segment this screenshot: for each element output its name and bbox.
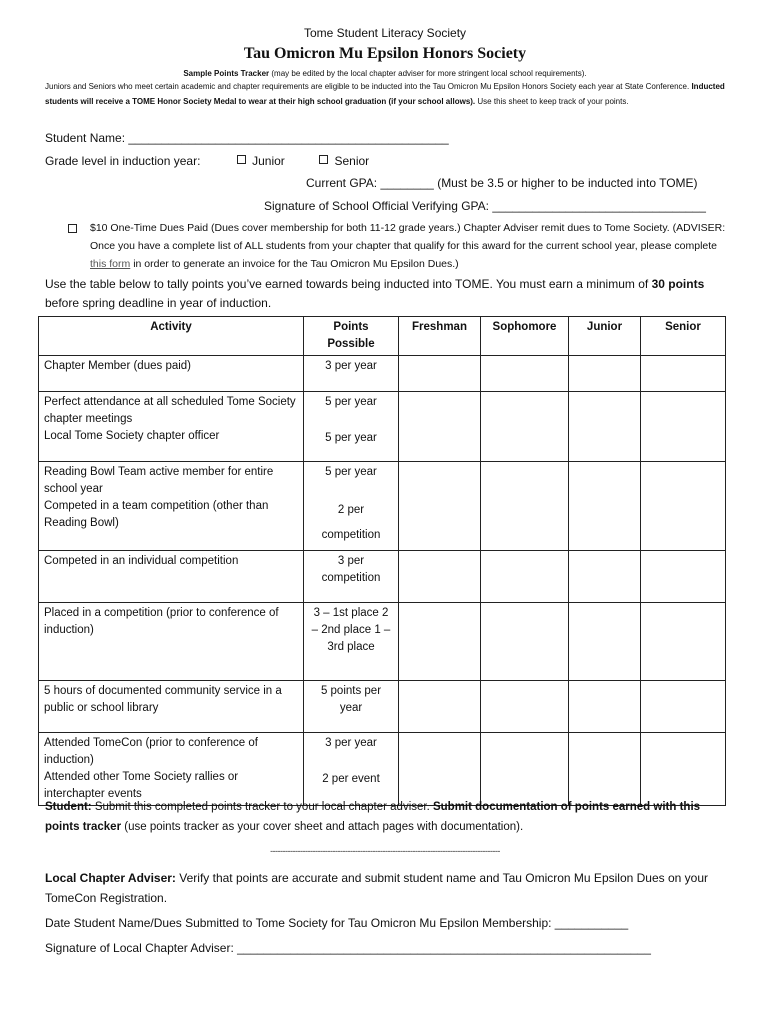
table-row xyxy=(39,681,726,733)
junior-cell[interactable] xyxy=(569,392,641,462)
points-cell: 3 per competition xyxy=(304,551,399,603)
points-text: 2 per competition xyxy=(321,504,381,541)
tracker-heading xyxy=(0,69,770,78)
adviser-signature-field[interactable]: Signature of Local Chapter Adviser: ______________________________________________________________ xyxy=(45,941,651,955)
points-text: 5 per year xyxy=(325,466,377,478)
activity-cell: Competed in an individual competition xyxy=(39,551,304,603)
junior-cell[interactable] xyxy=(569,681,641,733)
points-text: 5 per year xyxy=(325,432,377,444)
intro-paragraph xyxy=(45,80,725,109)
senior-label: Senior xyxy=(334,154,370,168)
gpa-signature-field[interactable]: Signature of School Official Verifying GPA: ________________________________ xyxy=(264,199,706,213)
points-cell: 3 per year xyxy=(304,356,399,392)
points-text: 5 per year xyxy=(325,396,377,408)
table-row xyxy=(39,392,726,462)
table-row xyxy=(39,356,726,392)
junior-cell[interactable] xyxy=(569,733,641,806)
student-label: Student: xyxy=(45,801,92,813)
organization-name: Tome Student Literacy Society xyxy=(303,26,467,40)
senior-checkbox[interactable] xyxy=(319,154,369,168)
header-sophomore: Sophomore xyxy=(481,317,569,356)
dues-paragraph xyxy=(90,219,730,273)
header-activity: Activity xyxy=(39,317,304,356)
student-text: Submit this completed points tracker to your local chapter adviser. xyxy=(94,801,430,813)
page-title: Tau Omicron Mu Epsilon Honors Society xyxy=(243,45,527,62)
sophomore-cell[interactable] xyxy=(481,733,569,806)
instructions-text-2: before spring deadline in year of induction. xyxy=(45,296,272,310)
activity-cell: 5 hours of documented community service in a public or school library xyxy=(39,681,304,733)
intro-text-2: Use this sheet to keep track of your points. xyxy=(477,96,629,106)
senior-cell[interactable] xyxy=(641,356,726,392)
junior-cell[interactable] xyxy=(569,462,641,551)
junior-cell[interactable] xyxy=(569,356,641,392)
adviser-instructions xyxy=(45,868,735,908)
student-text-2: (use points tracker as your cover sheet and attach pages with documentation). xyxy=(124,821,524,833)
sophomore-cell[interactable] xyxy=(481,392,569,462)
freshman-cell[interactable] xyxy=(399,681,481,733)
minimum-points: 30 points xyxy=(651,277,705,291)
activity-text: Reading Bowl Team active member for entire school year xyxy=(44,466,274,495)
header-freshman: Freshman xyxy=(399,317,481,356)
date-submitted-field[interactable]: Date Student Name/Dues Submitted to Tome Society for Tau Omicron Mu Epsilon Membership: ___________ xyxy=(45,916,629,930)
junior-checkbox[interactable] xyxy=(237,154,285,168)
tracker-note: (may be edited by the local chapter adviser for more stringent local school requirements). xyxy=(271,69,587,78)
senior-cell[interactable] xyxy=(641,392,726,462)
divider: -------------------------------------------------------------------------------------------- xyxy=(270,846,500,856)
activity-text: Local Tome Society chapter officer xyxy=(44,430,220,442)
adviser-label: Local Chapter Adviser: xyxy=(45,871,176,885)
freshman-cell[interactable] xyxy=(399,356,481,392)
header-senior: Senior xyxy=(641,317,726,356)
points-table xyxy=(38,316,726,806)
grade-level-row xyxy=(45,154,369,168)
this-form-link[interactable]: this form xyxy=(90,258,131,270)
senior-cell[interactable] xyxy=(641,681,726,733)
header-junior: Junior xyxy=(569,317,641,356)
sophomore-cell[interactable] xyxy=(481,356,569,392)
activity-cell xyxy=(39,733,304,806)
gpa-field[interactable]: Current GPA: ________ (Must be 3.5 or higher to be inducted into TOME) xyxy=(306,176,698,190)
points-text: 2 per event xyxy=(322,773,380,785)
dues-text-2: in order to generate an invoice for the Tau Omicron Mu Epsilon Dues.) xyxy=(133,258,459,270)
points-text: 3 per year xyxy=(325,737,377,749)
checkbox-icon xyxy=(319,155,328,164)
grade-label: Grade level in induction year: xyxy=(45,154,201,168)
freshman-cell[interactable] xyxy=(399,462,481,551)
table-row xyxy=(39,551,726,603)
sophomore-cell[interactable] xyxy=(481,551,569,603)
student-bold: Submit documentation of points earned with this points tracker xyxy=(45,801,701,833)
table-row xyxy=(39,733,726,806)
junior-label: Junior xyxy=(252,154,285,168)
activity-text: Attended TomeCon (prior to conference of induction) xyxy=(44,737,258,766)
freshman-cell[interactable] xyxy=(399,733,481,806)
junior-cell[interactable] xyxy=(569,603,641,681)
tracker-label: Sample Points Tracker xyxy=(183,69,270,78)
activity-cell xyxy=(39,392,304,462)
instructions-text-1: Use the table below to tally points you’ve earned towards being inducted into TOME. You must earn a minimum of xyxy=(45,277,649,291)
sophomore-cell[interactable] xyxy=(481,603,569,681)
table-header-row xyxy=(39,317,726,356)
sophomore-cell[interactable] xyxy=(481,462,569,551)
activity-text: Attended other Tome Society rallies or interchapter events xyxy=(44,771,239,800)
senior-cell[interactable] xyxy=(641,603,726,681)
student-name-field[interactable]: Student Name: ________________________________________________ xyxy=(45,131,449,145)
dues-checkbox[interactable] xyxy=(68,224,77,233)
points-cell: 5 points per year xyxy=(304,681,399,733)
freshman-cell[interactable] xyxy=(399,551,481,603)
adviser-text: Verify that points are accurate and submit student name and Tau Omicron Mu Epsilon Dues on your TomeCon Registration. xyxy=(45,871,708,905)
activity-cell: Placed in a competition (prior to conference of induction) xyxy=(39,603,304,681)
freshman-cell[interactable] xyxy=(399,392,481,462)
activity-cell: Chapter Member (dues paid) xyxy=(39,356,304,392)
dues-text-1: $10 One-Time Dues Paid (Dues cover membership for both 11-12 grade years.) Chapter Adviser remit dues to Tome Society. (ADVISER: Once you have a complete list of ALL students from your chapter that qualify for this award for the current school year, please complete xyxy=(90,222,726,252)
senior-cell[interactable] xyxy=(641,551,726,603)
activity-cell xyxy=(39,462,304,551)
table-row xyxy=(39,462,726,551)
instructions xyxy=(45,275,725,313)
activity-text: Perfect attendance at all scheduled Tome Society chapter meetings xyxy=(44,396,296,425)
checkbox-icon xyxy=(237,155,246,164)
activity-text: Competed in a team competition (other than Reading Bowl) xyxy=(44,500,269,529)
table-row xyxy=(39,603,726,681)
sophomore-cell[interactable] xyxy=(481,681,569,733)
points-cell xyxy=(304,733,399,806)
senior-cell[interactable] xyxy=(641,462,726,551)
senior-cell[interactable] xyxy=(641,733,726,806)
points-cell: 3 – 1st place 2 – 2nd place 1 – 3rd place xyxy=(304,603,399,681)
points-cell xyxy=(304,392,399,462)
freshman-cell[interactable] xyxy=(399,603,481,681)
header-points: Points Possible xyxy=(304,317,399,356)
student-instructions xyxy=(45,797,735,837)
intro-text-1: Juniors and Seniors who meet certain academic and chapter requirements are eligible to be inducted into the Tau Omicron Mu Epsilon Honors Society each year at State Conference. xyxy=(45,82,690,91)
points-cell xyxy=(304,462,399,551)
intro-bold: Inducted students will receive a TOME Honor Society Medal to wear at their high school graduation (if your school allows). xyxy=(45,82,725,106)
junior-cell[interactable] xyxy=(569,551,641,603)
